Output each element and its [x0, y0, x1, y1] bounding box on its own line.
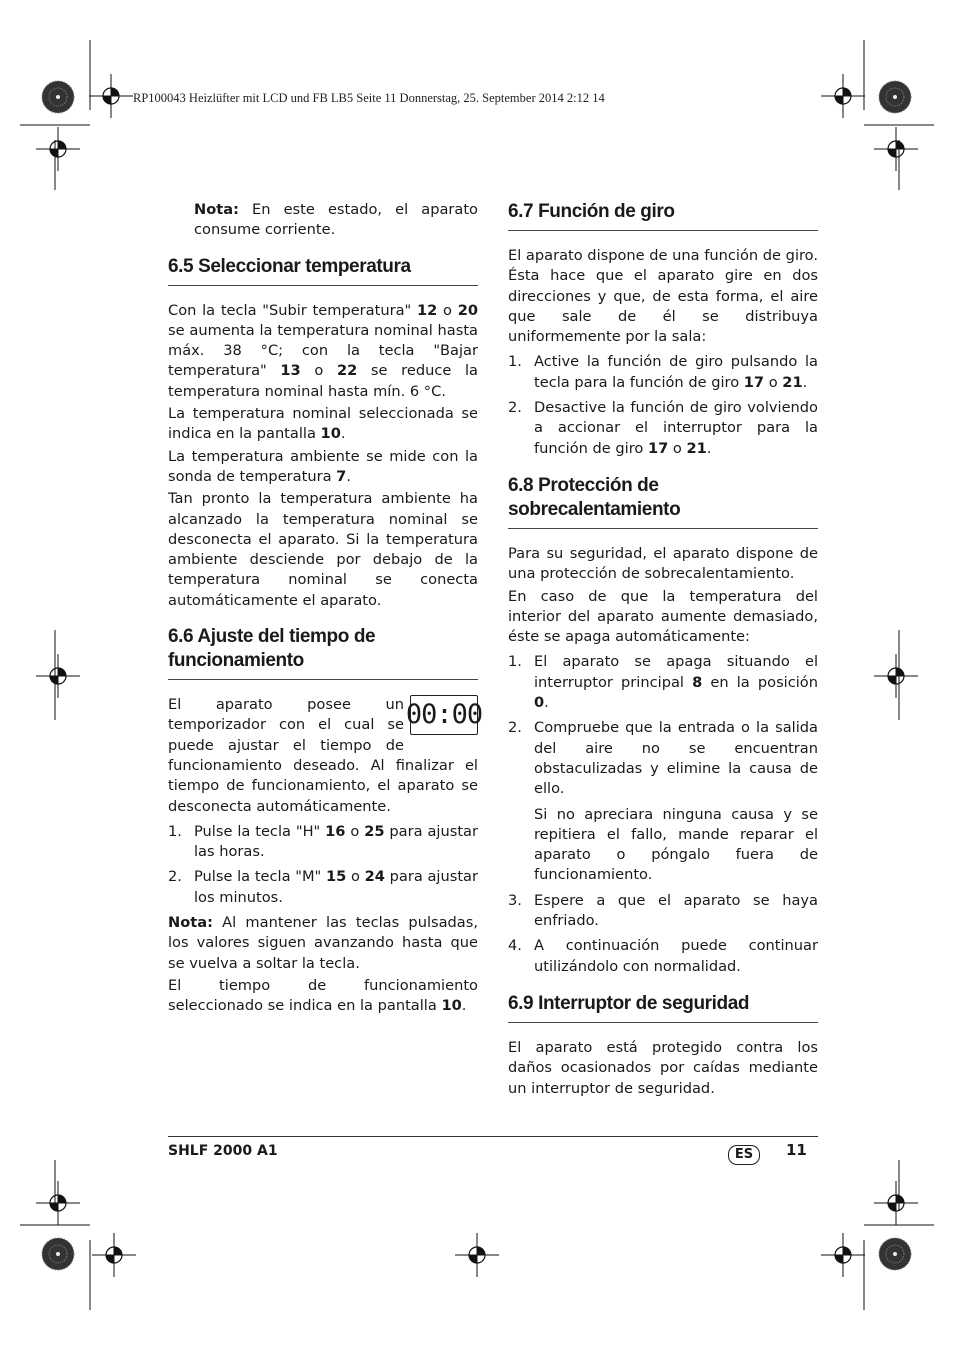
list-item: 1. Pulse la tecla "H" 16 o 25 para ajustar las horas. [168, 822, 478, 861]
timer-figure [405, 695, 483, 735]
s65-paragraph-2: La temperatura nominal seleccionada se indica en la pantalla 10. [168, 405, 478, 443]
footer-rule [168, 1136, 818, 1137]
section-6-9-title: 6.9 Interruptor de seguridad [508, 992, 818, 1023]
s65-paragraph-1: Con la tecla "Subir temperatura" 12 o 20 se aumenta la temperatura nominal hasta máx. 38 °C; con la tecla "Bajar temperatura" 13 o 22 se reduce la temperatura nominal hasta mín. 6 °C. [168, 301, 478, 400]
s66-paragraph-1: El aparato posee un temporizador con el cual se puede ajustar el tiempo de funcionamiento deseado. Al finalizar el tiempo de funcionamiento, el aparato se desconecta automáticamente. [168, 696, 478, 815]
section-6-5-title: 6.5 Seleccionar temperatura [168, 255, 478, 286]
s66-steps [168, 822, 478, 908]
note-top: Nota: En este estado, el aparato consume corriente. [194, 201, 478, 239]
s66-paragraph-last: El tiempo de funcionamiento seleccionado se indica en la pantalla 10. [168, 976, 478, 1015]
print-header: RP100043 Heizlüfter mit LCD und FB LB5 Seite 11 Donnerstag, 25. September 2014 2:12 14 [133, 91, 605, 105]
section-6-8-title: 6.8 Protección de sobrecalentamiento [508, 474, 818, 529]
section-6-6-title: 6.6 Ajuste del tiempo de funcionamiento [168, 625, 478, 680]
s65-paragraph-3: La temperatura ambiente se mide con la sonda de temperatura 7. [168, 447, 478, 485]
left-column [168, 200, 483, 1019]
timer-display: 00:00 [410, 695, 478, 735]
s67-steps [508, 352, 818, 458]
list-item: 4. A continuación puede continuar utilizándolo con normalidad. [508, 937, 818, 975]
s69-paragraph-1: El aparato está protegido contra los daños ocasionados por caídas mediante un interruptor de seguridad. [508, 1038, 818, 1097]
list-item: 2. Pulse la tecla "M" 15 o 24 para ajustar los minutos. [168, 868, 478, 906]
list-item: 2. Desactive la función de giro volviendo a accionar el interruptor para la función de giro 17 o 21. [508, 399, 818, 457]
list-item: 2. Compruebe que la entrada o la salida del aire no se encuentran obstaculizadas y elimine la causa de ello. [508, 719, 818, 798]
s65-paragraph-4: Tan pronto la temperatura ambiente ha alcanzado la temperatura nominal se desconecta el aparato. Si la temperatura ambiente desciende por debajo de la temperatura nominal se conecta automáticamente el aparato. [168, 490, 478, 609]
right-column [508, 200, 818, 1101]
s66-note: Nota: Al mantener las teclas pulsadas, los valores siguen avanzando hasta que se vuelva a soltar la tecla. [168, 914, 478, 972]
footer-model: SHLF 2000 A1 [168, 1143, 278, 1159]
list-item: 1. Active la función de giro pulsando la tecla para la función de giro 17 o 21. [508, 353, 818, 391]
s68-paragraph-2: En caso de que la temperatura del interior del aparato aumente demasiado, éste se apaga automáticamente: [508, 587, 818, 646]
s68-steps [508, 652, 818, 976]
list-item: 3. Espere a que el aparato se haya enfriado. [508, 891, 818, 930]
page-number: 11 [786, 1141, 807, 1159]
s67-paragraph-1: El aparato dispone de una función de giro. Ésta hace que el aparato gire en dos direcciones y que, de esta forma, el aire que sale de él se distribuya uniformemente por la sala: [508, 247, 818, 346]
list-item-note: Si no apreciara ninguna causa y se repitiera el fallo, mande reparar el aparato o póngalo fuera de funcionamiento. [534, 805, 818, 884]
s68-paragraph-1: Para su seguridad, el aparato dispone de una protección de sobrecalentamiento. [508, 544, 818, 583]
language-badge: ES [728, 1145, 760, 1165]
section-6-7-title: 6.7 Función de giro [508, 200, 818, 231]
list-item: 1. El aparato se apaga situando el interruptor principal 8 en la posición 0. [508, 653, 818, 712]
